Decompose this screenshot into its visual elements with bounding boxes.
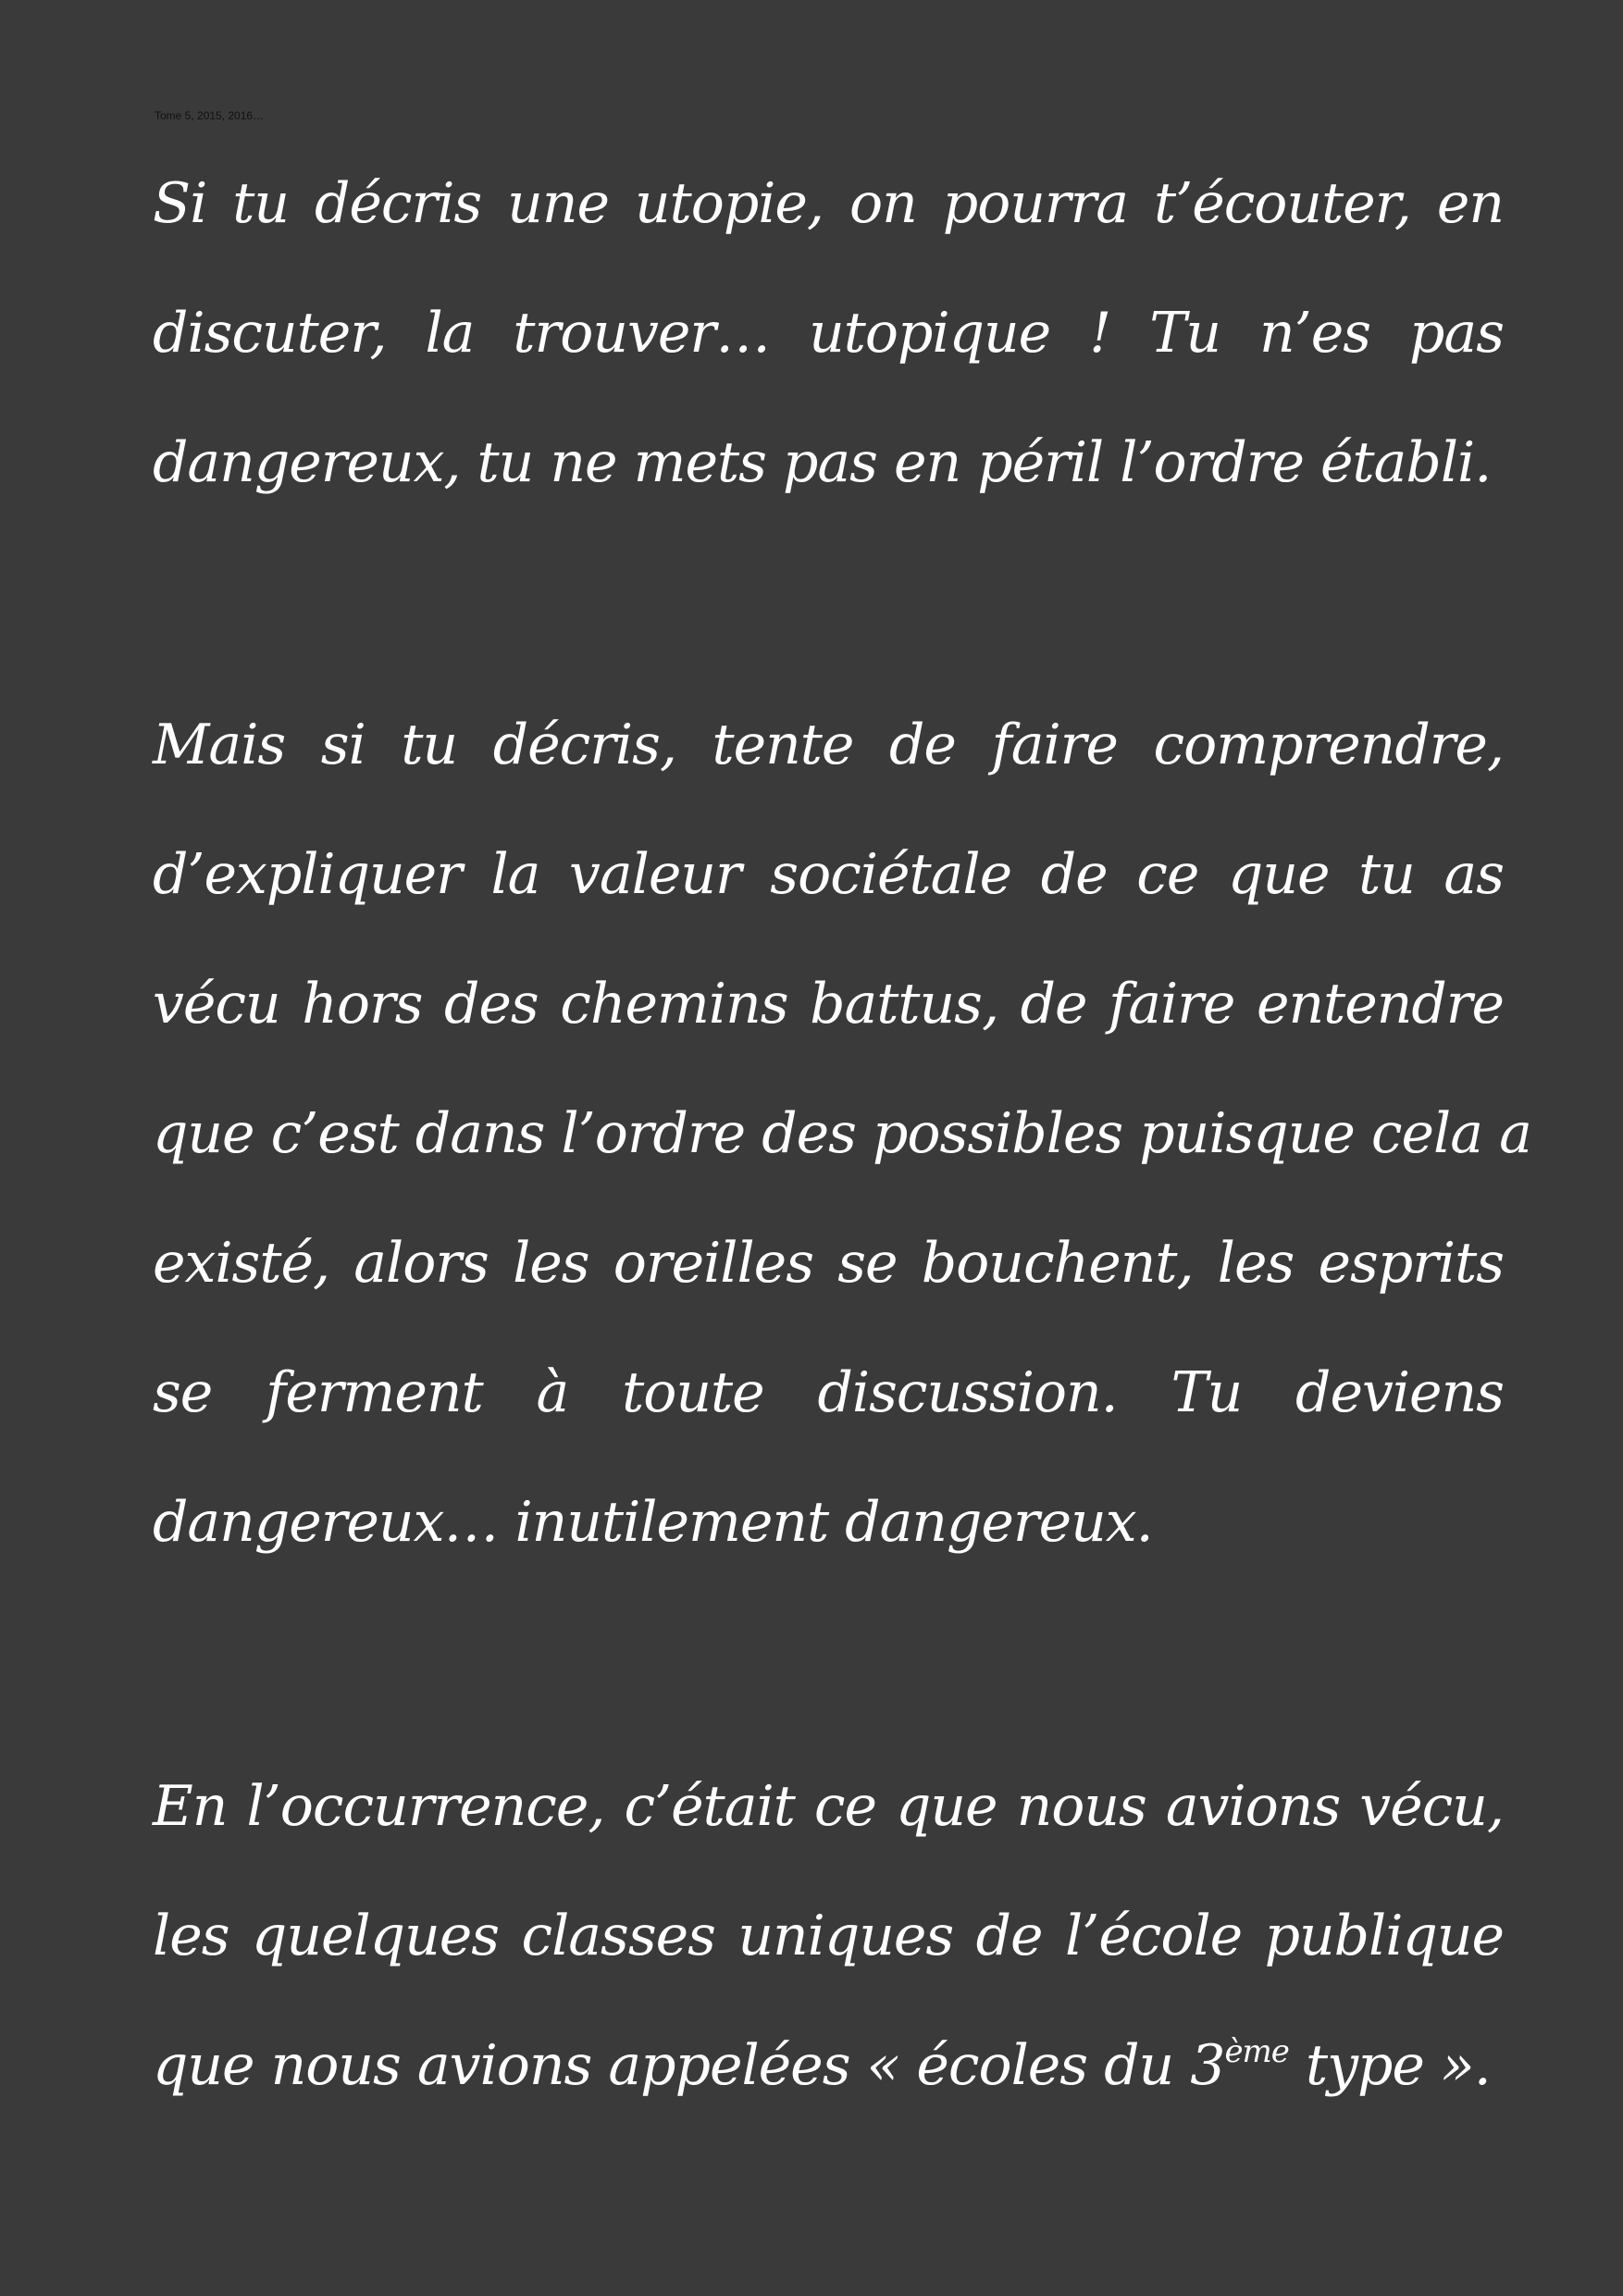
paragraph-1	[153, 139, 1504, 527]
text-line: que c’est dans l’ordre des possibles puisque cela a	[153, 1101, 1531, 1166]
paragraph-3	[153, 1742, 1504, 2130]
text-line-with-superscript	[153, 2001, 1504, 2130]
text-line: se ferment à toute discussion. Tu deviens	[153, 1360, 1504, 1425]
text-line: vécu hors des chemins battus, de faire entendre	[153, 972, 1504, 1036]
text-fragment: que nous avions appelées « écoles du 3	[153, 2033, 1225, 2098]
text-line: dangereux, tu ne mets pas en péril l’ordre établi.	[153, 430, 1492, 495]
text-line: Mais si tu décris, tente de faire comprendre,	[153, 713, 1504, 777]
text-line: les quelques classes uniques de l’école publique	[153, 1904, 1504, 1968]
text-line: En l’occurrence, c’était ce que nous avions vécu,	[153, 1774, 1504, 1839]
superscript: ème	[1224, 2033, 1289, 2070]
text-line: discuter, la trouver… utopique ! Tu n’es pas	[153, 301, 1504, 366]
text-line: dangereux… inutilement dangereux.	[153, 1490, 1153, 1555]
page-header: Tome 5, 2015, 2016…	[155, 109, 265, 122]
text-fragment: type ».	[1288, 2033, 1491, 2098]
text-line: existé, alors les oreilles se bouchent, les esprits	[153, 1231, 1504, 1296]
text-line: d’expliquer la valeur sociétale de ce que tu as	[153, 842, 1504, 907]
paragraph-2	[153, 680, 1531, 1587]
text-line: Si tu décris une utopie, on pourra t’écouter, en	[153, 171, 1504, 236]
